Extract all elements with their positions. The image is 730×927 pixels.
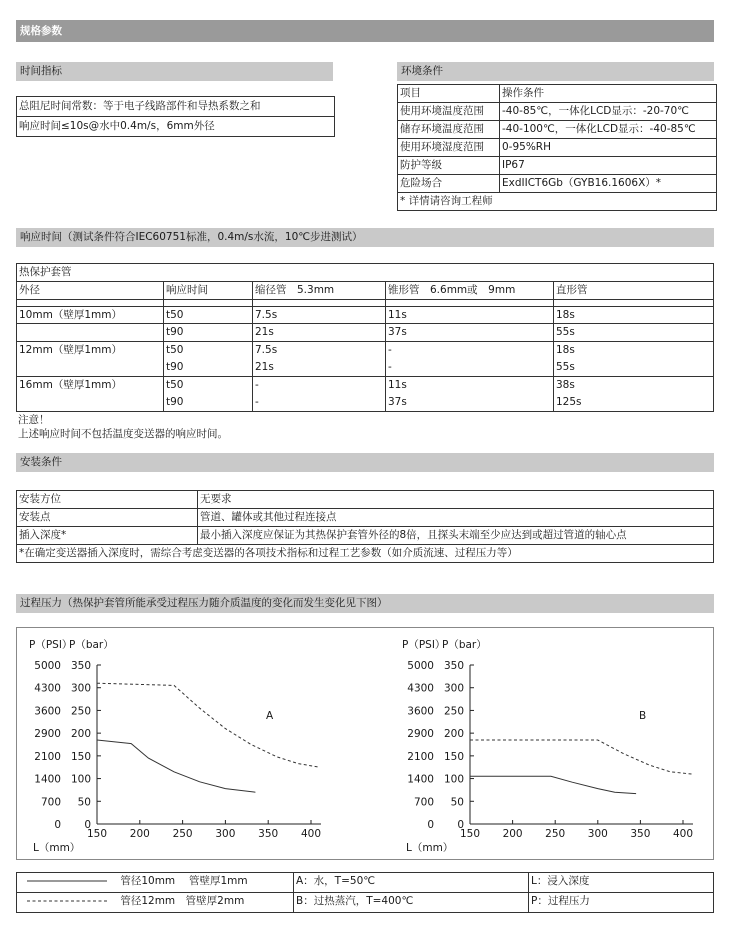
y-tick-label-bar: 300 bbox=[70, 682, 91, 695]
y-tick-label-bar: 200 bbox=[443, 728, 464, 741]
y-tick-label-psi: 700 bbox=[413, 796, 434, 809]
response-section-header bbox=[16, 228, 714, 247]
install-value: 最小插入深度应保证为其热保护套管外径的8倍，且探头末端至少应达到或超过管道的轴心点 bbox=[198, 527, 714, 545]
t-cell bbox=[164, 307, 253, 342]
install-table bbox=[16, 490, 714, 563]
env-cell: 操作条件 bbox=[500, 85, 717, 103]
time-section-title: 时间指标 bbox=[20, 65, 62, 77]
y-tick-label-bar: 250 bbox=[443, 705, 464, 718]
response-header-cell: 缩径管 5.3mm bbox=[253, 282, 386, 300]
value-t50: - bbox=[388, 344, 392, 356]
install-value: 管道、罐体或其他过程连接点 bbox=[198, 509, 714, 527]
y-tick-label-psi: 4300 bbox=[34, 682, 61, 695]
tapered-cell bbox=[386, 307, 554, 342]
y-tick-label-bar: 100 bbox=[70, 773, 91, 786]
value-t50: 11s bbox=[388, 379, 407, 391]
reduced-cell bbox=[253, 377, 386, 412]
straight-cell bbox=[554, 307, 714, 342]
y-tick-label-psi: 5000 bbox=[407, 660, 434, 672]
table-row bbox=[17, 527, 714, 545]
x-tick-label: 200 bbox=[502, 828, 523, 840]
y-axis-label-bar: P（bar） bbox=[442, 639, 487, 651]
y-tick-label-psi: 0 bbox=[54, 819, 61, 831]
dashed-line-swatch bbox=[27, 896, 107, 906]
legend-table bbox=[16, 872, 714, 913]
legend-solid-label: 管径10mm 管壁厚1mm bbox=[120, 875, 248, 887]
y-tick-label-psi: 700 bbox=[40, 796, 61, 809]
x-tick-label: 350 bbox=[630, 828, 651, 840]
y-tick-label-bar: 50 bbox=[77, 796, 91, 809]
value-t90: 21s bbox=[255, 326, 274, 338]
x-tick-label: 150 bbox=[459, 828, 481, 840]
tapered-cell bbox=[386, 377, 554, 412]
time-spec-line: 总阻尼时间常数：等于电子线路部件和导热系数之和 bbox=[17, 97, 334, 117]
time-spec-line: 响应时间≤10s@水中0.4m/s，6mm外径 bbox=[19, 120, 215, 132]
legend-l-cell: L：浸入深度 bbox=[529, 873, 714, 893]
legend-solid-cell bbox=[17, 873, 294, 893]
env-cell: 0-95%RH bbox=[500, 139, 717, 157]
straight-cell bbox=[554, 377, 714, 412]
table-row bbox=[17, 342, 714, 377]
x-tick-label: 350 bbox=[258, 828, 279, 840]
note-title: 注意！ bbox=[18, 414, 50, 426]
table-row bbox=[17, 307, 714, 342]
y-tick-label-psi: 1400 bbox=[34, 773, 61, 786]
spec-header bbox=[16, 20, 714, 42]
response-header-cell: 锥形管 6.6mm或 9mm bbox=[386, 282, 554, 300]
y-axis-label-bar: P（bar） bbox=[69, 639, 114, 651]
env-cell: IP67 bbox=[500, 157, 717, 175]
chart-annotation: B bbox=[639, 710, 647, 722]
t50-label: t50 bbox=[166, 344, 184, 356]
series-line-dashed bbox=[97, 683, 320, 767]
table-row bbox=[17, 509, 714, 527]
env-cell: 使用环境温度范围 bbox=[398, 103, 500, 121]
y-tick-label-bar: 300 bbox=[443, 682, 464, 695]
pressure-chart-frame bbox=[16, 627, 714, 860]
x-axis-label: L（mm） bbox=[33, 842, 81, 854]
value-t90: 21s bbox=[255, 361, 274, 373]
time-specs-box bbox=[16, 96, 335, 137]
table-row bbox=[17, 873, 714, 893]
y-axis-label-psi: P（PSI） bbox=[402, 639, 446, 651]
t90-label: t90 bbox=[166, 326, 184, 338]
od-cell: 10mm（壁厚1mm） bbox=[17, 307, 164, 342]
y-tick-label-psi: 2900 bbox=[407, 728, 434, 741]
y-tick-label-psi: 2100 bbox=[407, 750, 434, 763]
reduced-cell bbox=[253, 342, 386, 377]
solid-line-swatch bbox=[27, 876, 107, 886]
response-note bbox=[18, 413, 228, 441]
value-t50: - bbox=[255, 379, 259, 391]
y-tick-label-psi: 1400 bbox=[407, 773, 434, 786]
env-cell: 储存环境温度范围 bbox=[398, 121, 500, 139]
value-t50: 18s bbox=[556, 309, 575, 321]
table-row bbox=[17, 491, 714, 509]
value-t90: - bbox=[388, 361, 392, 373]
x-tick-label: 200 bbox=[129, 828, 150, 840]
env-cell: -40-100℃，一体化LCD显示：-40-85℃ bbox=[500, 121, 717, 139]
series-line-solid bbox=[97, 740, 255, 792]
env-cell: 项目 bbox=[398, 85, 500, 103]
note-text: 上述响应时间不包括温度变送器的响应时间。 bbox=[18, 428, 228, 440]
legend-dashed-cell bbox=[17, 893, 294, 913]
t90-label: t90 bbox=[166, 396, 184, 408]
x-axis-label: L（mm） bbox=[406, 842, 454, 854]
table-row bbox=[17, 377, 714, 412]
x-tick-label: 300 bbox=[215, 828, 236, 840]
value-t90: 37s bbox=[388, 396, 407, 408]
x-tick-label: 250 bbox=[172, 828, 193, 840]
table-row bbox=[17, 893, 714, 913]
response-header-cell: 直形管 bbox=[554, 282, 714, 300]
env-table bbox=[397, 84, 717, 211]
series-line-solid bbox=[470, 776, 636, 793]
t50-label: t50 bbox=[166, 379, 184, 391]
x-tick-label: 400 bbox=[672, 828, 694, 840]
od-cell: 12mm（壁厚1mm） bbox=[17, 342, 164, 377]
value-t90: 37s bbox=[388, 326, 407, 338]
value-t50: 7.5s bbox=[255, 309, 278, 321]
x-tick-label: 400 bbox=[300, 828, 322, 840]
value-t90: - bbox=[255, 396, 259, 408]
y-tick-label-psi: 5000 bbox=[34, 660, 61, 672]
response-table-title: 热保护套管 bbox=[17, 264, 714, 282]
y-tick-label-bar: 350 bbox=[443, 660, 464, 672]
env-cell: 危险场合 bbox=[398, 175, 500, 193]
value-t90: 55s bbox=[556, 361, 575, 373]
env-cell: 使用环境湿度范围 bbox=[398, 139, 500, 157]
install-key: 安装点 bbox=[17, 509, 198, 527]
env-cell: ExdIICT6Gb（GYB16.1606X）* bbox=[500, 175, 717, 193]
value-t50: 7.5s bbox=[255, 344, 278, 356]
value-t50: 18s bbox=[556, 344, 575, 356]
legend-a-cell: A：水，T=50℃ bbox=[294, 873, 529, 893]
pressure-charts bbox=[17, 628, 713, 859]
t90-label: t90 bbox=[166, 361, 184, 373]
install-value: 无要求 bbox=[198, 491, 714, 509]
install-key: 插入深度* bbox=[17, 527, 198, 545]
y-axis-label-psi: P（PSI） bbox=[29, 639, 73, 651]
value-t50: 38s bbox=[556, 379, 575, 391]
response-data-table bbox=[16, 306, 714, 412]
install-section-title: 安装条件 bbox=[20, 456, 62, 468]
y-tick-label-bar: 100 bbox=[443, 773, 464, 786]
reduced-cell bbox=[253, 307, 386, 342]
spec-header-title: 规格参数 bbox=[20, 25, 62, 37]
pressure-section-title: 过程压力（热保护套管所能承受过程压力随介质温度的变化而发生变化见下图） bbox=[20, 597, 388, 609]
x-tick-label: 300 bbox=[587, 828, 608, 840]
y-tick-label-psi: 2100 bbox=[34, 750, 61, 763]
table-row bbox=[17, 545, 714, 563]
y-tick-label-bar: 150 bbox=[70, 750, 91, 763]
y-tick-label-bar: 0 bbox=[84, 819, 91, 831]
straight-cell bbox=[554, 342, 714, 377]
response-header-cell: 响应时间 bbox=[164, 282, 253, 300]
install-section-header bbox=[16, 453, 714, 472]
env-cell: 防护等级 bbox=[398, 157, 500, 175]
response-section-title: 响应时间（测试条件符合IEC60751标准，0.4m/s水流，10℃步进测试） bbox=[20, 231, 363, 243]
response-header-cell: 外径 bbox=[17, 282, 164, 300]
tapered-cell bbox=[386, 342, 554, 377]
env-section-title: 环境条件 bbox=[401, 65, 443, 77]
time-section-header bbox=[16, 62, 333, 81]
t-cell bbox=[164, 377, 253, 412]
y-tick-label-psi: 3600 bbox=[34, 705, 61, 718]
legend-p-cell: P：过程压力 bbox=[529, 893, 714, 913]
y-tick-label-bar: 250 bbox=[70, 705, 91, 718]
y-tick-label-psi: 4300 bbox=[407, 682, 434, 695]
chart-annotation: A bbox=[266, 710, 274, 722]
y-tick-label-bar: 200 bbox=[70, 728, 91, 741]
install-key: 安装方位 bbox=[17, 491, 198, 509]
t-cell bbox=[164, 342, 253, 377]
x-tick-label: 150 bbox=[86, 828, 108, 840]
value-t90: 125s bbox=[556, 396, 582, 408]
y-tick-label-psi: 3600 bbox=[407, 705, 434, 718]
pressure-section-header bbox=[16, 594, 714, 613]
install-footnote: *在确定变送器插入深度时，需综合考虑变送器的各项技术指标和过程工艺参数（如介质流速、过程压力等） bbox=[17, 545, 714, 563]
y-tick-label-bar: 350 bbox=[70, 660, 91, 672]
value-t90: 55s bbox=[556, 326, 575, 338]
env-footnote: * 详情请咨询工程师 bbox=[398, 193, 717, 211]
y-tick-label-bar: 0 bbox=[457, 819, 464, 831]
legend-dashed-label: 管径12mm 管壁厚2mm bbox=[120, 895, 245, 907]
value-t50: 11s bbox=[388, 309, 407, 321]
env-section-header bbox=[397, 62, 714, 81]
y-tick-label-psi: 2900 bbox=[34, 728, 61, 741]
env-cell: -40-85℃，一体化LCD显示：-20-70℃ bbox=[500, 103, 717, 121]
od-cell: 16mm（壁厚1mm） bbox=[17, 377, 164, 412]
t50-label: t50 bbox=[166, 309, 184, 321]
legend-b-cell: B：过热蒸汽，T=400℃ bbox=[294, 893, 529, 913]
series-line-dashed bbox=[470, 740, 692, 774]
x-tick-label: 250 bbox=[545, 828, 566, 840]
y-tick-label-bar: 150 bbox=[443, 750, 464, 763]
y-tick-label-psi: 0 bbox=[427, 819, 434, 831]
y-tick-label-bar: 50 bbox=[450, 796, 464, 809]
